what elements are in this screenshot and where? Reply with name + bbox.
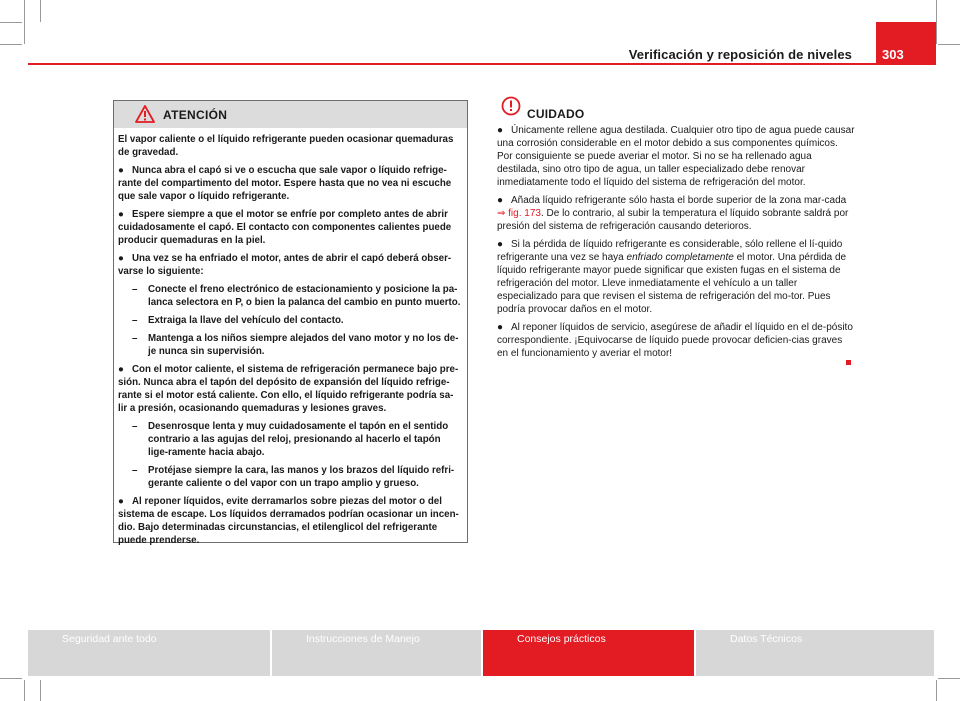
sub-list-item bbox=[118, 314, 461, 327]
emphasis-text: enfriado completamente bbox=[626, 252, 734, 263]
crop-mark bbox=[936, 0, 937, 44]
caution-title: CUIDADO bbox=[527, 107, 585, 121]
crop-mark bbox=[938, 44, 960, 45]
list-item-text: Nunca abra el capó si ve o escucha que sale vapor o líquido refrige-rante del compartimento del motor. Espere hasta que no vea ni escuche que sale vapor o líquido refrigerante. bbox=[118, 165, 452, 202]
list-item-text: . De lo contrario, al subir la temperatura el líquido sobrante saldrá por presión del sistema de refrigeración causando deterioros. bbox=[497, 208, 849, 232]
warning-triangle-icon bbox=[135, 105, 155, 123]
crop-mark bbox=[24, 0, 25, 44]
list-item-text: Al reponer líquidos, evite derramarlos sobre piezas del motor o del sistema de escape. Los líquidos derramados podrían ocasionar un incen-dio. Bajo determinadas circunstancias, el etilenglicol del refrigerante puede prenderse. bbox=[118, 496, 459, 546]
list-item bbox=[118, 495, 461, 547]
bullet-icon: ● bbox=[118, 165, 124, 176]
list-item-text: Únicamente rellene agua destilada. Cualquier otro tipo de agua puede causar una corrosión considerable en el motor debido a sus componentes químicos. Por consiguiente se puede averiar el motor. Si no se ha rellenado agua destilada, sino otro tipo de agua, un taller especializado debe renovar inmediatamente todo el líquido del sistema de refrigeración del motor. bbox=[497, 125, 855, 188]
sub-list-item-text: Conecte el freno electrónico de estacionamiento y posicione la pa-lanca selectora en P, o bien la palanca del cambio en punto muerto. bbox=[148, 284, 461, 308]
section-end-marker bbox=[846, 360, 851, 365]
bullet-icon: ● bbox=[497, 125, 504, 136]
list-item bbox=[497, 194, 855, 233]
caution-exclamation-icon bbox=[501, 96, 521, 116]
bullet-icon: ● bbox=[118, 209, 124, 220]
list-item bbox=[118, 164, 461, 203]
list-item-text: el motor. Una pérdida de líquido refrigerante mayor puede significar que existen fugas en el sistema de refrigeración del motor. Lleve inmediatamente el vehículo a un taller especializado para que revisen el sistema de refrigeración del mo-tor. Pues podría provocar daños en el motor. bbox=[497, 252, 847, 315]
figure-link[interactable]: ⇒ fig. 173 bbox=[497, 208, 541, 219]
page-title: Verificación y reposición de niveles bbox=[628, 47, 852, 62]
tab-seguridad[interactable]: Seguridad ante todo bbox=[28, 630, 270, 676]
list-item bbox=[497, 321, 855, 360]
crop-mark bbox=[0, 678, 22, 679]
chapter-nav bbox=[28, 630, 934, 676]
crop-mark bbox=[0, 44, 22, 45]
bullet-icon: ● bbox=[118, 253, 124, 264]
list-item bbox=[497, 124, 855, 189]
crop-mark bbox=[0, 22, 22, 23]
page-number: 303 bbox=[876, 22, 936, 65]
warning-intro: El vapor caliente o el líquido refrigerante pueden ocasionar quemaduras de gravedad. bbox=[118, 134, 454, 158]
dash-icon: – bbox=[132, 284, 138, 295]
list-item bbox=[118, 363, 461, 415]
tab-consejos[interactable]: Consejos prácticos bbox=[483, 630, 694, 676]
tab-instrucciones[interactable]: Instrucciones de Manejo bbox=[272, 630, 481, 676]
warning-title: ATENCIÓN bbox=[163, 108, 228, 122]
list-item-text: Añada líquido refrigerante sólo hasta el borde superior de la zona mar-cada bbox=[511, 195, 847, 206]
bullet-icon: ● bbox=[497, 322, 504, 333]
dash-icon: – bbox=[132, 315, 138, 326]
bullet-icon: ● bbox=[118, 496, 124, 507]
dash-icon: – bbox=[132, 465, 138, 476]
header-rule bbox=[28, 63, 876, 65]
sub-list-item-text: Desenrosque lenta y muy cuidadosamente el tapón en el sentido contrario a las agujas del reloj, presionando al hacerlo el tapón lige-ramente hacia abajo. bbox=[148, 421, 449, 458]
crop-mark bbox=[24, 680, 25, 701]
list-item-text: Con el motor caliente, el sistema de refrigeración permanece bajo pre-sión. Nunca abra el tapón del depósito de expansión del líquido refrige-rante si el motor está caliente. Con ello, el líquido refrigerante podría sa-lir a presión, ocasionando quemaduras y lesiones graves. bbox=[118, 364, 459, 414]
caution-box bbox=[497, 96, 855, 365]
list-item-text: Si la pérdida de líquido refrigerante es considerable, sólo rellene el lí-quido refrigerante una vez se haya bbox=[497, 239, 843, 263]
list-item-text: Al reponer líquidos de servicio, asegúrese de añadir el líquido en el de-pósito correspondiente. ¡Equivocarse de líquido puede provocar deficien-cias graves en el funcionamiento y averiar el motor! bbox=[497, 322, 853, 359]
dash-icon: – bbox=[132, 421, 138, 432]
sub-list-item-text: Mantenga a los niños siempre alejados del vano motor y no los de-je nunca sin supervisión. bbox=[148, 333, 459, 357]
warning-body bbox=[114, 128, 467, 547]
dash-icon: – bbox=[132, 333, 138, 344]
sub-list-item bbox=[118, 464, 461, 490]
tab-datos[interactable]: Datos Técnicos bbox=[696, 630, 934, 676]
crop-mark bbox=[40, 680, 41, 701]
list-item-text: Espere siempre a que el motor se enfríe por completo antes de abrir cuidadosamente el capó. El contacto con componentes calientes puede producir quemaduras en la piel. bbox=[118, 209, 452, 246]
crop-mark bbox=[936, 680, 937, 701]
caution-header bbox=[497, 96, 855, 120]
sub-list-item bbox=[118, 420, 461, 459]
list-item bbox=[497, 238, 855, 316]
bullet-icon: ● bbox=[497, 195, 504, 206]
list-item bbox=[118, 208, 461, 247]
caution-body bbox=[497, 120, 855, 360]
list-item bbox=[118, 252, 461, 278]
bullet-icon: ● bbox=[118, 364, 124, 375]
crop-mark bbox=[938, 678, 960, 679]
warning-box bbox=[113, 100, 468, 546]
list-item-text: Una vez se ha enfriado el motor, antes de abrir el capó deberá obser-varse lo siguiente: bbox=[118, 253, 452, 277]
sub-list-item bbox=[118, 332, 461, 358]
sub-list-item-text: Protéjase siempre la cara, las manos y los brazos del líquido refri-gerante caliente o del vapor con un trapo amplio y grueso. bbox=[148, 465, 455, 489]
bullet-icon: ● bbox=[497, 239, 504, 250]
warning-header bbox=[114, 101, 467, 128]
sub-list-item-text: Extraiga la llave del vehículo del contacto. bbox=[148, 315, 344, 326]
crop-mark bbox=[40, 0, 41, 22]
sub-list-item bbox=[118, 283, 461, 309]
